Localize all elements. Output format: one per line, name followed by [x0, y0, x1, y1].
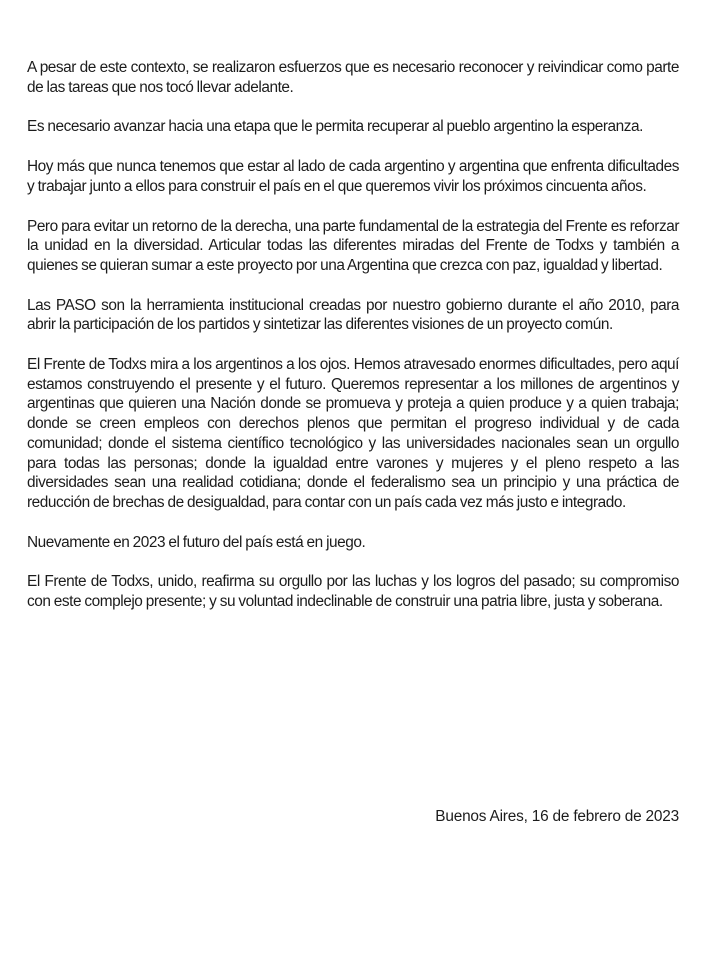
- paragraph-2023: Nuevamente en 2023 el futuro del país está en juego.: [27, 533, 366, 551]
- paragraph-hope: Es necesario avanzar hacia una etapa que le permita recuperar al pueblo argentino la esperanza.: [27, 118, 643, 136]
- paragraph-paso: Las PASO son la herramienta institucional creadas por nuestro gobierno durante el año 2010, para abrir la participación de los partidos y sintetizar las diferentes visiones de un proyecto común.: [27, 296, 679, 334]
- paragraph-vision: El Frente de Todxs mira a los argentinos a los ojos. Hemos atravesado enormes dificultades, pero aquí estamos construyendo el presente y el futuro. Queremos representar a los millones de argentinos y argentinas que quieren una Nación donde se promueva y proteja a quien produce y a quien trabaja; donde se creen empleos con derechos plenos que permitan el progreso individual y de cada comunidad; donde el sistema científico tecnológico y las universidades nacionales sean un orgullo para todas las personas; donde la igualdad entre varones y mujeres y el pleno respeto a las diversidades sean una realidad cotidiana; donde el federalismo sea un principio y una práctica de reducción de brechas de desigualdad, para contar con un país cada vez más justo e integrado.: [27, 356, 679, 511]
- document-body: [27, 58, 679, 632]
- place-and-date: Buenos Aires, 16 de febrero de 2023: [435, 808, 679, 825]
- paragraph-context: A pesar de este contexto, se realizaron esfuerzos que es necesario reconocer y reivindicar como parte de las tareas que nos tocó llevar adelante.: [27, 59, 679, 96]
- paragraph-commitment: El Frente de Todxs, unido, reafirma su orgullo por las luchas y los logros del pasado; su compromiso con este complejo presente; y su voluntad indeclinable de construir una patria libre, justa y soberana.: [27, 573, 679, 611]
- paragraph-next-fifty-years: Hoy más que nunca tenemos que estar al lado de cada argentino y argentina que enfrenta dificultades y trabajar junto a ellos para construir el país en el que queremos vivir los próximos cincuenta años.: [27, 158, 679, 195]
- paragraph-unity: Pero para evitar un retorno de la derecha, una parte fundamental de la estrategia del Frente es reforzar la unidad en la diversidad. Articular todas las diferentes miradas del Frente de Todxs y también a quienes se quieran sumar a este proyecto por una Argentina que crezca con paz, igualdad y libertad.: [27, 217, 679, 274]
